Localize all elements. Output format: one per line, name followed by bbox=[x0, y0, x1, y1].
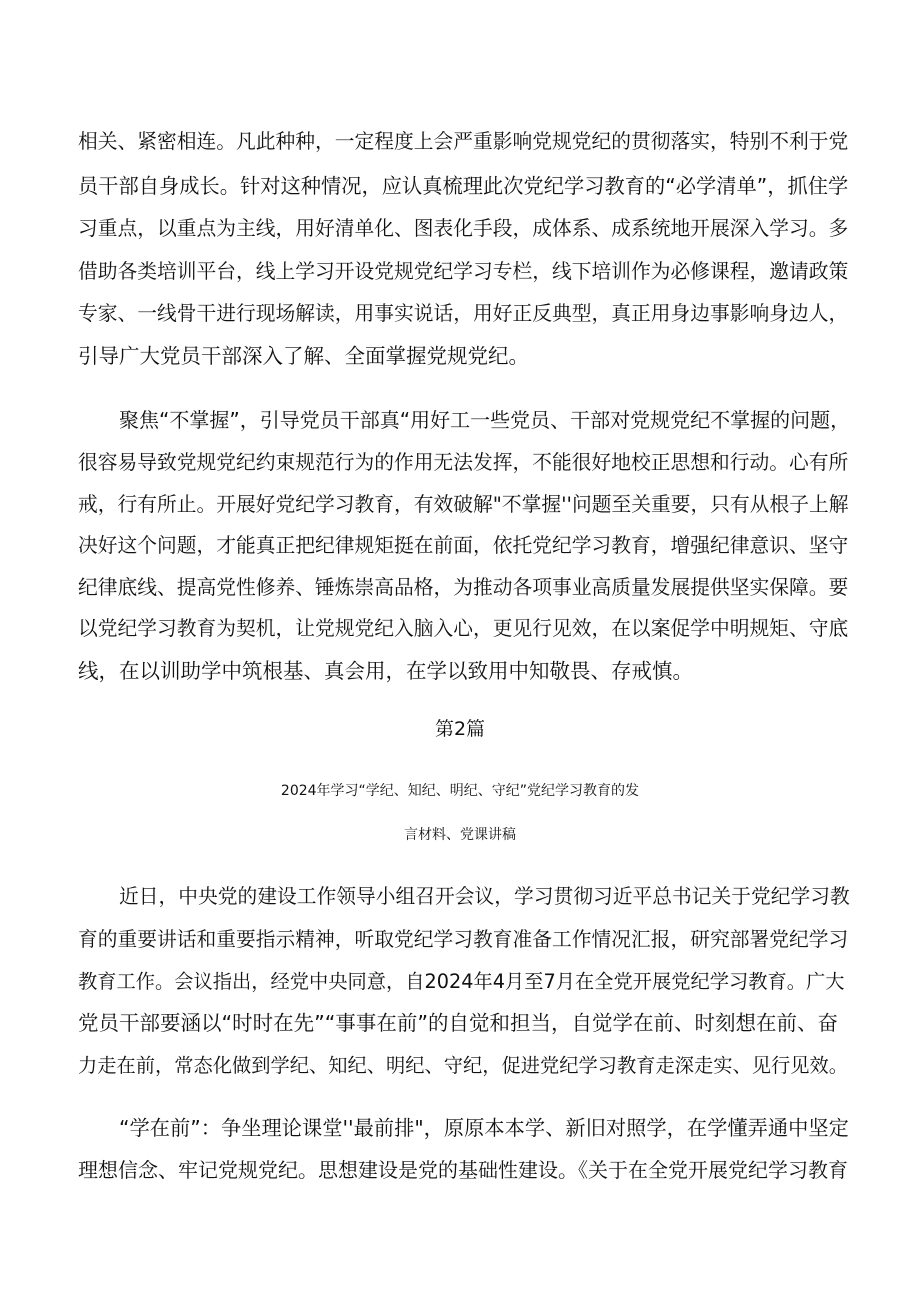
text-line: 党员干部要涵以“时时在先”“事事在前”的自觉和担当，自觉学在前、时刻想在前、奋 bbox=[78, 1011, 838, 1035]
text-line: “学在前”：争坐理论课堂''最前排"，原原本本学、新旧对照学，在学懂弄通中坚定 bbox=[119, 1116, 849, 1140]
text-line: 相关、紧密相连。凡此种种，一定程度上会严重影响党规党纪的贯彻落实，特别不利于党 bbox=[78, 130, 849, 153]
text-line: 习重点，以重点为主线，用好清单化、图表化手段，成体系、成系统地开展深入学习。多 bbox=[78, 217, 849, 240]
text-line: 教育工作。会议指出，经党中央同意，自2024年4月至7月在全党开展党纪学习教育。广大 bbox=[78, 970, 845, 993]
text-line: 借助各类培训平台，线上学习开设党规党纪学习专栏，线下培训作为必修课程，邀请政策 bbox=[78, 260, 849, 283]
text-line: 专家、一线骨干进行现场解读，用事实说话，用好正反典型，真正用身边事影响身边人， bbox=[78, 302, 849, 325]
chapter-label: 第2篇 bbox=[434, 718, 486, 740]
text-line: 以党纪学习教育为契机，让党规党纪入脑入心，更见行见效，在以案促学中明规矩、守底 bbox=[78, 617, 849, 640]
text-line: 聚焦“不掌握”，引导党员干部真“用好工一些党员、干部对党规党纪不掌握的问题， bbox=[119, 408, 851, 432]
text-line: 引导广大党员干部深入了解、全面掌握党规党纪。 bbox=[78, 344, 529, 368]
text-line: 线，在以训助学中筑根基、真会用，在学以致用中知敬畏、存戒慎。 bbox=[78, 659, 693, 683]
title-line: 言材料、党课讲稿 bbox=[404, 827, 516, 843]
title-line: 2024年学习“学纪、知纪、明纪、守纪”党纪学习教育的发 bbox=[280, 783, 640, 799]
text-line: 员干部自身成长。针对这种情况，应认真梳理此次党纪学习教育的“必学清单”，抓住学 bbox=[78, 174, 849, 198]
text-line: 力走在前，常态化做到学纪、知纪、明纪、守纪，促进党纪学习教育走深走实、见行见效。 bbox=[78, 1054, 848, 1077]
text-line: 很容易导致党规党纪约束规范行为的作用无法发挥，不能很好地校正思想和行动。心有所 bbox=[78, 451, 849, 474]
text-line: 理想信念、牢记党规党纪。思想建设是党的基础性建设。《关于在全党开展党纪学习教育 bbox=[78, 1158, 848, 1182]
text-line: 育的重要讲话和重要指示精神，听取党纪学习教育准备工作情况汇报，研究部署党纪学习 bbox=[78, 928, 849, 951]
text-line: 近日，中央党的建设工作领导小组召开会议，学习贯彻习近平总书记关于党纪学习教 bbox=[119, 885, 850, 908]
text-line: 纪律底线、提高党性修养、锤炼崇高品格，为推动各项事业高质量发展提供坚实保障。要 bbox=[78, 576, 849, 599]
text-line: 决好这个问题，才能真正把纪律规矩挺在前面，依托党纪学习教育，增强纪律意识、坚守 bbox=[78, 534, 849, 557]
text-line: 戒，行有所止。开展好党纪学习教育，有效破解"不掌握''问题至关重要，只有从根子上解 bbox=[78, 493, 849, 516]
